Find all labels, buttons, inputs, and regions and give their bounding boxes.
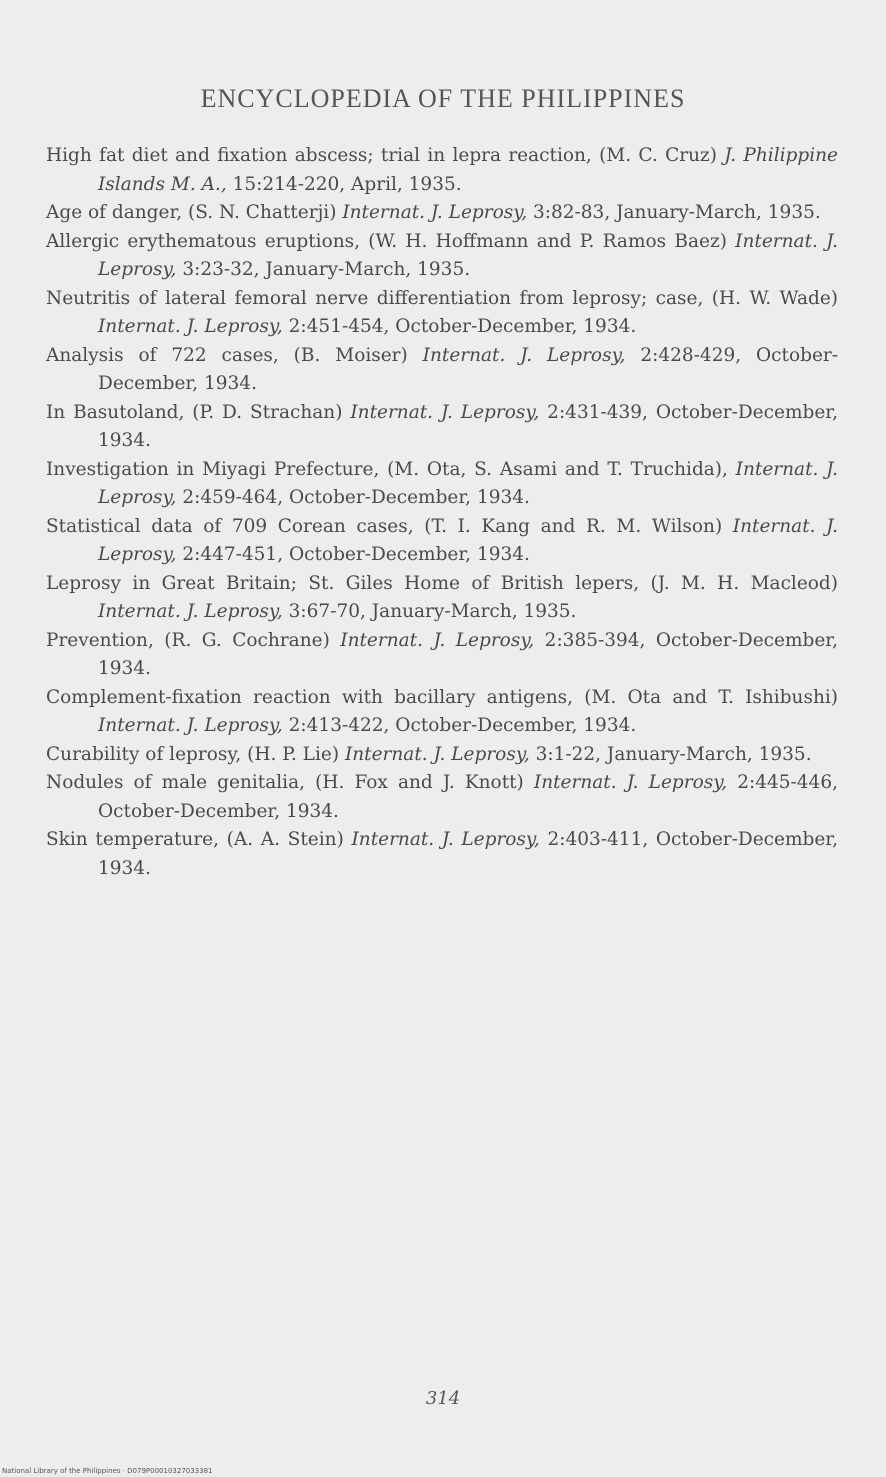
list-item [46, 741, 838, 770]
entry-title: In Basutoland, (P. D. Strachan) [46, 401, 343, 423]
entry-title: Neutritis of lateral femoral nerve differentiation from leprosy; case, (H. W. Wade) [46, 287, 838, 309]
entry-title: Skin temperature, (A. A. Stein) [46, 829, 344, 850]
list-item [46, 684, 838, 741]
entry-journal: Internat. J. Leprosy, [344, 743, 530, 765]
entry-title: Leprosy in Great Britain; St. Giles Home of British lepers, (J. M. H. Macleod) [46, 572, 838, 594]
entry-details: 3:1-22, January-March, 1935. [535, 743, 812, 765]
list-item [46, 513, 838, 570]
entry-title: Allergic erythematous eruptions, (W. H. Hoffmann and P. Ramos Baez) [46, 230, 727, 252]
page-title: ENCYCLOPEDIA OF THE PHILIPPINES [200, 84, 686, 113]
entry-details: 2:403-411, October-December, 1934. [98, 829, 838, 879]
footer-credit: National Library of the Philippines · D079P00010327033381 [2, 1467, 213, 1475]
entry-journal: Internat. J. Leprosy, [340, 629, 535, 651]
entry-details: 2:428-429, October-December, 1934. [98, 344, 838, 394]
list-item [46, 570, 838, 627]
entry-details: 2:459-464, October-December, 1934. [182, 487, 530, 508]
list-item [46, 228, 838, 285]
list-item [46, 456, 838, 513]
entry-title: Prevention, (R. G. Cochrane) [46, 629, 330, 651]
entry-details: 3:82-83, January-March, 1935. [532, 202, 821, 223]
list-item [46, 342, 838, 399]
entry-journal: Internat. J. Leprosy, [350, 401, 540, 423]
entry-journal: Internat. J. Leprosy, [422, 344, 626, 366]
list-item [46, 826, 838, 883]
entry-title: Statistical data of 709 Corean cases, (T. I. Kang and R. M. Wilson) [46, 515, 723, 537]
entry-details: 2:445-446, October-December, 1934. [98, 772, 838, 822]
entry-details: 3:67-70, January-March, 1935. [288, 601, 577, 622]
entry-title: Nodules of male genitalia, (H. Fox and J. Knott) [46, 772, 524, 793]
entry-details: 2:385-394, October-December, 1934. [98, 629, 838, 679]
entry-title: Complement-fixation reaction with bacillary antigens, (M. Ota and T. Ishibushi) [46, 686, 838, 708]
entry-title: Investigation in Miyagi Prefecture, (M. Ota, S. Asami and T. Truchida), [46, 458, 728, 480]
entry-journal: Internat. J. Leprosy, [533, 772, 728, 793]
entry-details: 2:447-451, October-December, 1934. [182, 544, 530, 565]
bibliography-list [46, 142, 838, 883]
list-item [46, 285, 838, 342]
entry-journal: J. Philippine Islands M. A., [98, 145, 838, 195]
entry-title: Curability of leprosy, (H. P. Lie) [46, 743, 340, 765]
entry-details: 2:431-439, October-December, 1934. [98, 401, 838, 451]
entry-title: Analysis of 722 cases, (B. Moiser) [46, 344, 408, 366]
entry-journal: Internat. J. Leprosy, [342, 202, 528, 223]
entry-journal: Internat. J. Leprosy, [98, 601, 283, 622]
entry-journal: Internat. J. Leprosy, [98, 458, 838, 508]
entry-title: Age of danger, (S. N. Chatterji) [46, 202, 337, 223]
entry-title: High fat diet and fixation abscess; trial in lepra reaction, (M. C. Cruz) [46, 145, 717, 166]
page-number: 314 [425, 1388, 461, 1409]
list-item [46, 627, 838, 684]
list-item [46, 199, 838, 228]
entry-journal: Internat. J. Leprosy, [98, 230, 838, 280]
entry-journal: Internat. J. Leprosy, [351, 829, 540, 850]
entry-details: 15:214-220, April, 1935. [232, 173, 462, 195]
entry-details: 3:23-32, January-March, 1935. [182, 259, 471, 280]
list-item [46, 142, 838, 199]
list-item [46, 399, 838, 456]
entry-details: 2:413-422, October-December, 1934. [288, 715, 637, 736]
list-item [46, 769, 838, 826]
entry-details: 2:451-454, October-December, 1934. [288, 316, 637, 337]
entry-journal: Internat. J. Leprosy, [98, 316, 283, 337]
entry-journal: Internat. J. Leprosy, [98, 715, 283, 736]
entry-journal: Internat. J. Leprosy, [98, 515, 838, 565]
